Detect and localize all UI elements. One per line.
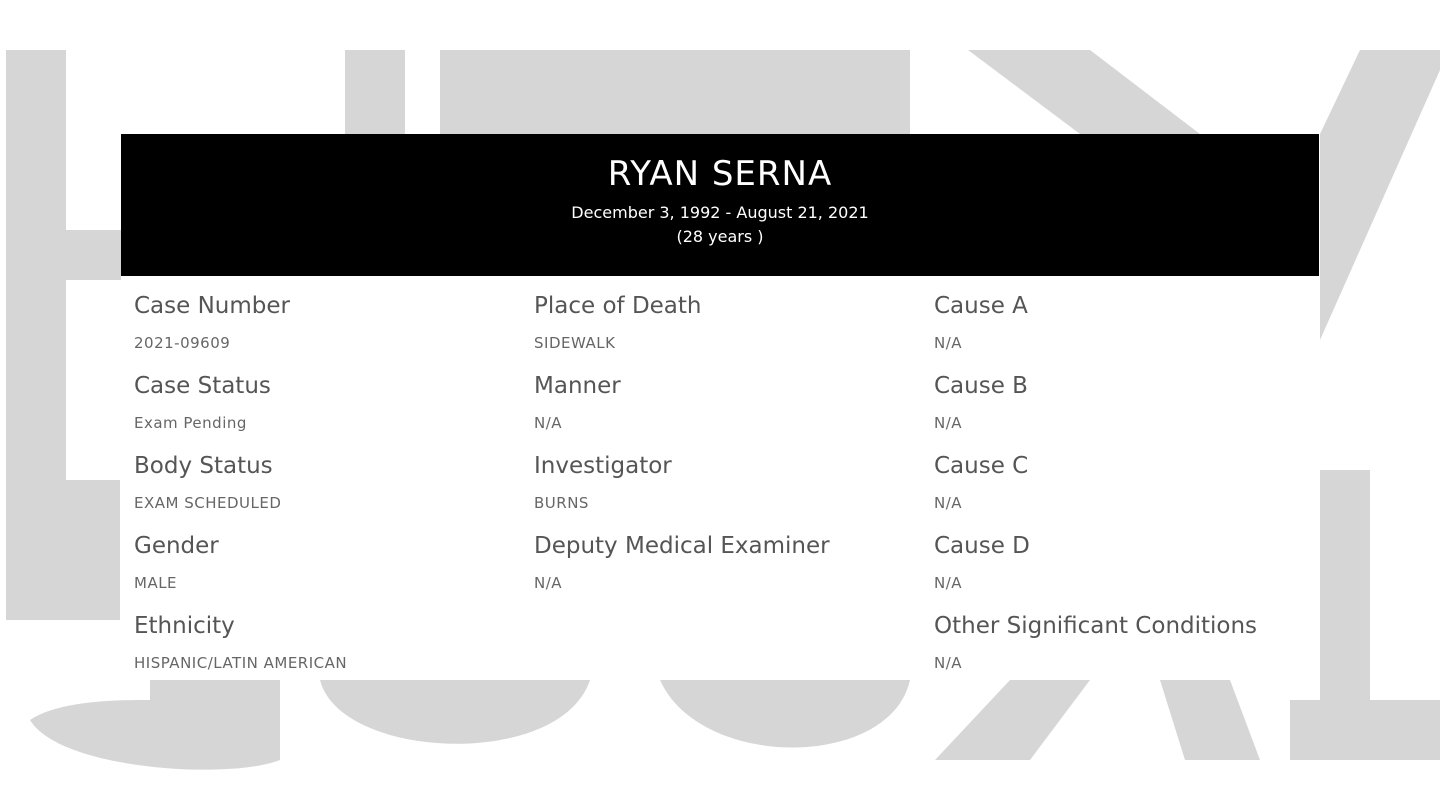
field-other-significant-conditions (934, 596, 1334, 676)
field-cause-a (934, 276, 1334, 356)
field-value: N/A (934, 574, 963, 592)
field-value: N/A (534, 414, 563, 432)
field-label: Other Significant Conditions (934, 613, 1258, 639)
field-label: Manner (534, 373, 621, 399)
field-gender (134, 516, 534, 596)
field-cause-c (934, 436, 1334, 516)
field-value: EXAM SCHEDULED (134, 494, 282, 512)
field-value: SIDEWALK (534, 334, 616, 352)
name-banner (121, 134, 1319, 276)
field-label: Cause D (934, 533, 1030, 559)
field-label: Ethnicity (134, 613, 235, 639)
decedent-name: RYAN SERNA (607, 154, 833, 194)
life-dates: December 3, 1992 - August 21, 2021 (571, 203, 869, 222)
field-value: 2021-09609 (134, 334, 231, 352)
field-cause-d (934, 516, 1334, 596)
field-label: Cause A (934, 293, 1028, 319)
field-label: Cause C (934, 453, 1029, 479)
field-label: Body Status (134, 453, 273, 479)
field-label: Case Number (134, 293, 290, 319)
field-value: Exam Pending (134, 414, 247, 432)
field-value: N/A (934, 414, 963, 432)
field-value: N/A (534, 574, 563, 592)
field-label: Gender (134, 533, 219, 559)
field-place-of-death (534, 276, 934, 356)
field-investigator (534, 436, 934, 516)
field-label: Place of Death (534, 293, 702, 319)
record-card (121, 134, 1319, 676)
field-body-status (134, 436, 534, 516)
field-value: HISPANIC/LATIN AMERICAN (134, 654, 348, 672)
field-case-status (134, 356, 534, 436)
record-details (121, 276, 1319, 676)
field-value: N/A (934, 334, 963, 352)
field-value: BURNS (534, 494, 589, 512)
field-label: Deputy Medical Examiner (534, 533, 830, 559)
field-manner (534, 356, 934, 436)
field-cause-b (934, 356, 1334, 436)
field-case-number (134, 276, 534, 356)
field-label: Investigator (534, 453, 672, 479)
field-label: Cause B (934, 373, 1028, 399)
field-value: N/A (934, 494, 963, 512)
field-ethnicity (134, 596, 534, 676)
field-value: MALE (134, 574, 178, 592)
field-deputy-medical-examiner (534, 516, 934, 596)
age-at-death: (28 years ) (676, 227, 764, 246)
field-value: N/A (934, 654, 963, 672)
field-label: Case Status (134, 373, 271, 399)
